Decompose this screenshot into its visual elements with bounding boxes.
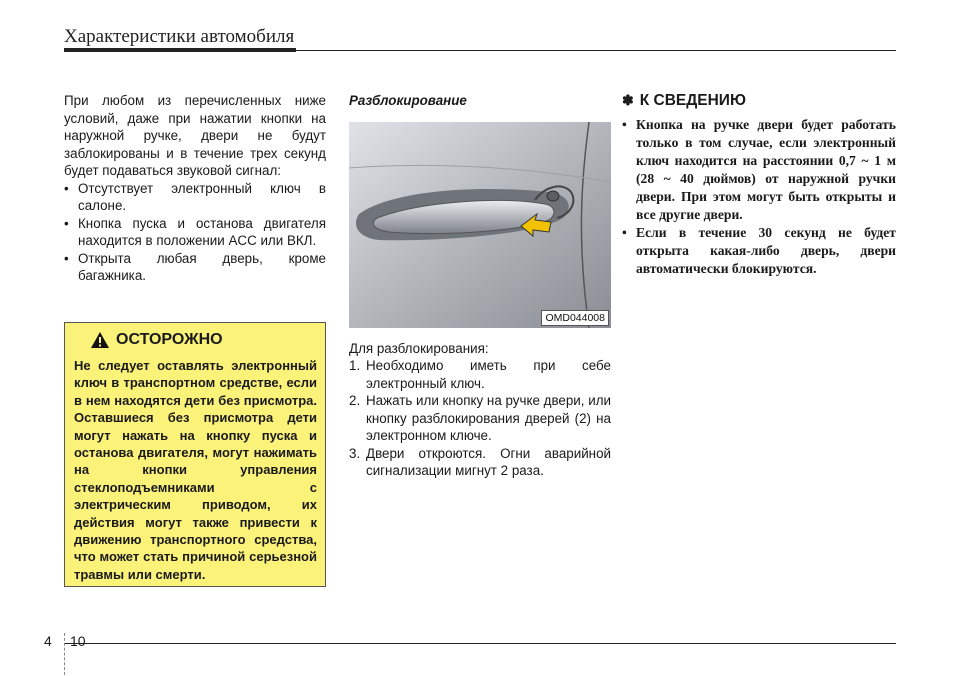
header-rule-thick — [64, 48, 296, 52]
note-item: • Кнопка на ручке двери будет работать только в том случае, если электронный ключ находится на расстоянии 0,7 ~ 1 м (28 ~ 40 дюймов) от наружной ручки двери. При этом могут быть открыты и все другие двери. — [622, 116, 896, 224]
header-rule-thin — [296, 50, 896, 51]
footer-rule — [64, 643, 896, 644]
note-title: К СВЕДЕНИЮ — [639, 92, 746, 109]
unlock-step — [349, 445, 611, 480]
warning-text: Не следует оставлять электронный ключ в транспортном средстве, если в нем находятся дети без присмотра. Оставшиеся без присмотра дети могут нажать на кнопку пуска и останова двигателя, могут нажимать на кнопки управления стеклоподъемниками с электрическим приводом, их действия могут также привести к движению транспортного средства, что может стать причиной серьезной травмы или смерти. — [74, 358, 317, 582]
right-column — [622, 92, 896, 278]
step-number: 2. — [349, 393, 361, 408]
conditions-list — [64, 180, 326, 285]
page-header-title: Характеристики автомобиля — [64, 26, 295, 47]
warning-title: ОСТОРОЖНО — [116, 331, 223, 348]
note-star-icon: ✽ — [622, 92, 634, 108]
note-item: • Если в течение 30 секунд не будет открыта какая-либо дверь, двери автоматически блокируются. — [622, 224, 896, 278]
condition-item: • Кнопка пуска и останова двигателя находится в положении ACC или ВКЛ. — [64, 215, 326, 250]
condition-item: • Открыта любая дверь, кроме багажника. — [64, 250, 326, 285]
intro-paragraph: При любом из перечисленных ниже условий, даже при нажатии кнопки на наружной ручке, двери не будут заблокированы и в течение трех секунд будет подаваться звуковой сигнал: — [64, 93, 326, 178]
middle-column — [349, 92, 611, 480]
warning-heading — [90, 331, 317, 349]
note-list — [622, 116, 896, 278]
image-code-label: OMD044008 — [541, 310, 609, 326]
step-text: Нажать или кнопку на ручке двери, или кнопку разблокирования дверей (2) на электронном ключе. — [366, 393, 612, 443]
warning-box — [64, 322, 326, 587]
unlock-caption: Для разблокирования: — [349, 340, 489, 356]
step-text: Двери откроются. Огни аварийной сигнализации мигнут 2 раза. — [366, 445, 611, 478]
step-number: 3. — [349, 445, 361, 461]
page-number: 10 — [70, 633, 86, 649]
condition-item: • Отсутствует электронный ключ в салоне. — [64, 180, 326, 215]
unlock-step — [349, 357, 611, 392]
unlock-step — [349, 392, 611, 445]
door-handle-photo — [349, 122, 611, 328]
unlock-steps — [349, 357, 611, 480]
chapter-number: 4 — [44, 633, 52, 649]
step-number: 1. — [349, 358, 361, 373]
warning-triangle-icon — [90, 331, 110, 349]
left-column — [64, 92, 326, 285]
door-handle-illustration — [349, 122, 611, 328]
note-heading — [622, 92, 896, 110]
section-heading-unlock: Разблокирование — [349, 93, 467, 108]
step-text: Необходимо иметь при себе электронный ключ. — [366, 358, 611, 391]
footer-divider — [64, 633, 65, 675]
